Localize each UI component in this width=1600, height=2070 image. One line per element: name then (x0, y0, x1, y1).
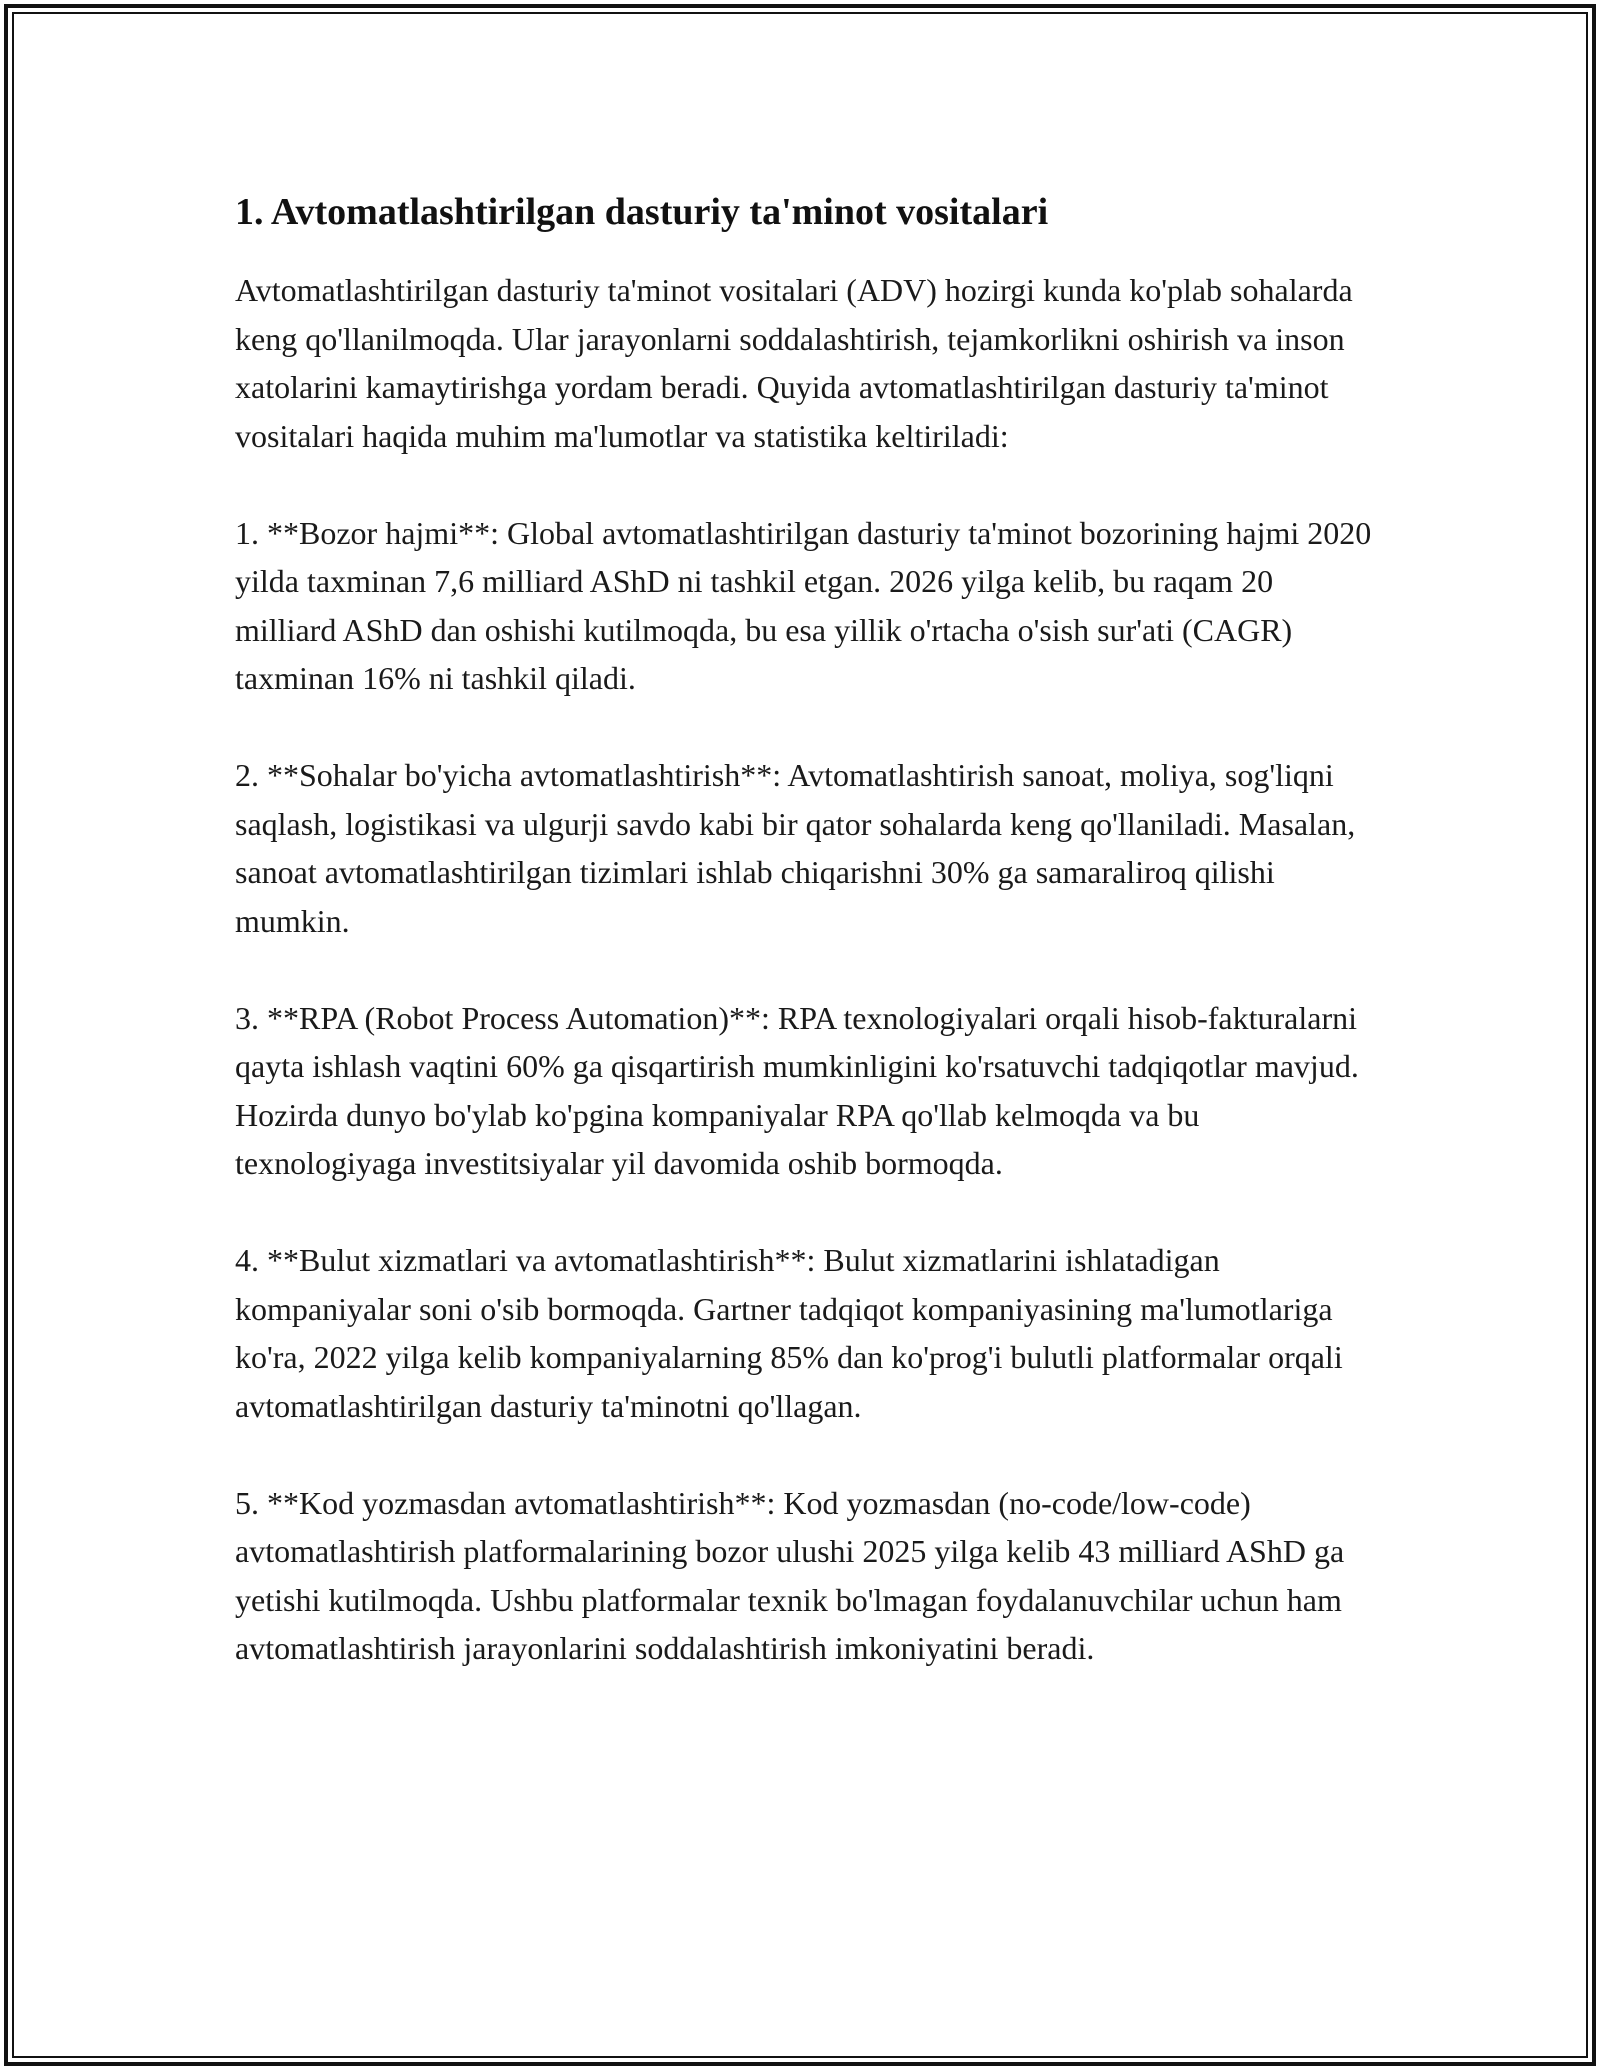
list-item-market-size: 1. **Bozor hajmi**: Global avtomatlashtirilgan dasturiy ta'minot bozorining hajmi 2020 yilda taxminan 7,6 milliard AShD ni tashkil etgan. 2026 yilga kelib, bu raqam 20 milliard AShD dan oshishi kutilmoqda, bu esa yillik o'rtacha o'sish sur'ati (CAGR) taxminan 16% ni tashkil qiladi. (235, 514, 1372, 696)
document-body (235, 188, 1375, 1673)
list-item-rpa: 3. **RPA (Robot Process Automation)**: RPA texnologiyalari orqali hisob-fakturalarni qayta ishlash vaqtini 60% ga qisqartirish mumkinligini ko'rsatuvchi tadqiqotlar mavjud. Hozirda dunyo bo'ylab ko'pgina kompaniyalar RPA qo'llab kelmoqda va bu texnologiyaga investitsiyalar yil davomida oshib bormoqda. (235, 999, 1359, 1181)
list-item-cloud: 4. **Bulut xizmatlari va avtomatlashtirish**: Bulut xizmatlarini ishlatadigan kompaniyalar soni o'sib bormoqda. Gartner tadqiqot kompaniyasining ma'lumotlariga ko'ra, 2022 yilga kelib kompaniyalarning 85% dan ko'prog'i bulutli platformalar orqali avtomatlashtirilgan dasturiy ta'minotni qo'llagan. (235, 1242, 1343, 1424)
section-heading: 1. Avtomatlashtirilgan dasturiy ta'minot vositalari (235, 191, 1049, 233)
list-item-industries: 2. **Sohalar bo'yicha avtomatlashtirish**: Avtomatlashtirish sanoat, moliya, sog'liqni saqlash, logistikasi va ulgurji savdo kabi bir qator sohalarda keng qo'llaniladi. Masalan, sanoat avtomatlashtirilgan tizimlari ishlab chiqarishni 30% ga samaraliroq qilishi mumkin. (235, 757, 1356, 939)
intro-paragraph: Avtomatlashtirilgan dasturiy ta'minot vositalari (ADV) hozirgi kunda ko'plab sohalarda keng qo'llanilmoqda. Ular jarayonlarni soddalashtirish, tejamkorlikni oshirish va inson xatolarini kamaytirishga yordam beradi. Quyida avtomatlashtirilgan dasturiy ta'minot vositalari haqida muhim ma'lumotlar va statistika keltiriladi: (235, 272, 1353, 454)
list-item-no-code: 5. **Kod yozmasdan avtomatlashtirish**: Kod yozmasdan (no-code/low-code) avtomatlashtirish platformalarining bozor ulushi 2025 yilga kelib 43 milliard AShD ga yetishi kutilmoqda. Ushbu platformalar texnik bo'lmagan foydalanuvchilar uchun ham avtomatlashtirish jarayonlarini soddalashtirish imkoniyatini beradi. (235, 1484, 1345, 1666)
